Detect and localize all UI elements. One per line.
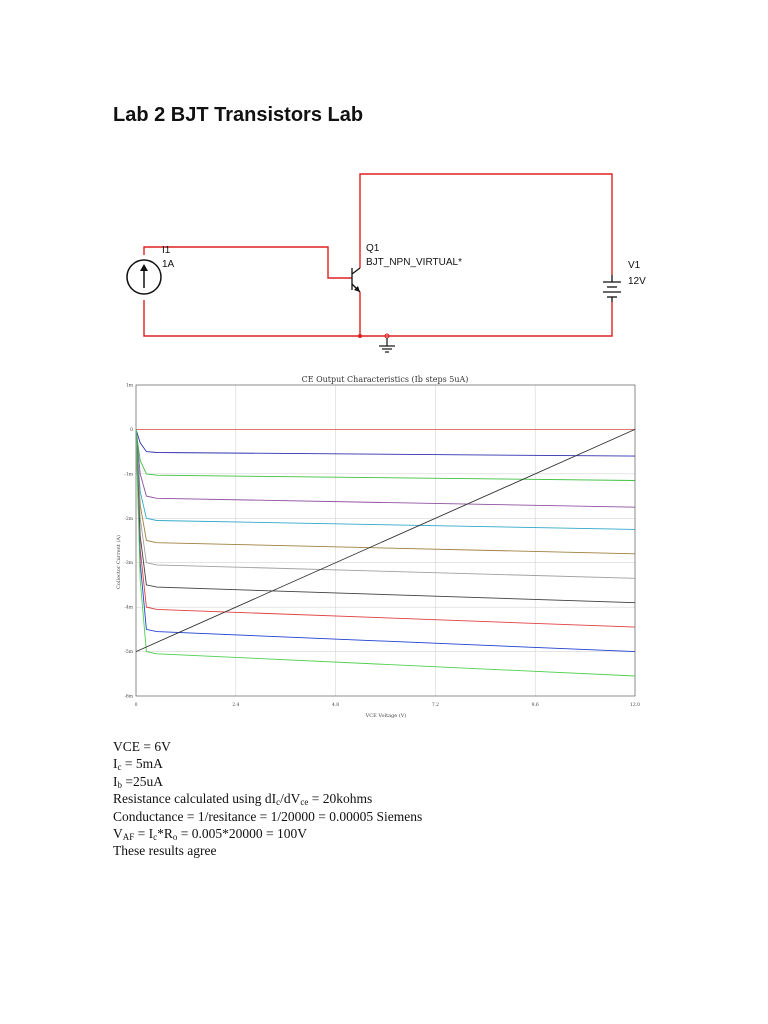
- y-tick-label: -3m: [124, 561, 133, 567]
- battery-value: 12V: [628, 276, 646, 287]
- y-tick-label: -4m: [124, 605, 133, 611]
- battery-ref: V1: [628, 260, 641, 271]
- transistor-ref: Q1: [366, 243, 380, 254]
- ground-icon: [379, 338, 395, 352]
- resistance-line: Resistance calculated using $dI_c/dV_{ce}$ = 20kohms: [113, 791, 373, 808]
- x-tick-label: 0: [134, 703, 138, 708]
- ic-line: $I_c = 5mA$: [113, 756, 163, 773]
- circuit-wires: [144, 174, 612, 336]
- x-axis-label: VCE Voltage (V): [365, 713, 407, 719]
- vce-line: VCE = 6V: [113, 739, 171, 754]
- conductance-line: Conductance = 1/resitance = 1/20000 = 0.00005 Siemens: [113, 808, 423, 824]
- source-value: 1A: [162, 259, 175, 270]
- y-tick-label: 1m: [125, 383, 133, 389]
- x-tick-label: 12.0: [629, 703, 641, 708]
- page-title: Lab 2 BJT Transistors Lab: [113, 104, 364, 126]
- y-tick-label: -5m: [124, 650, 133, 656]
- battery-icon: [603, 275, 621, 302]
- ce-output-chart: [100, 370, 660, 728]
- current-source-icon: [127, 260, 161, 294]
- junction-dot: [358, 334, 362, 338]
- y-tick-label: 0: [130, 427, 133, 433]
- vaf-line: $V_{AF} = I_c*R_o = 0.005*20000 = 100V$: [113, 826, 307, 843]
- y-tick-label: -2m: [124, 516, 133, 522]
- npn-transistor-icon: [352, 268, 360, 292]
- ib-line: $I_b =25uA$: [113, 773, 163, 790]
- y-axis-label: Collector Current (A): [116, 535, 122, 589]
- y-tick-label: -6m: [124, 694, 133, 700]
- agree-line: These results agree: [113, 843, 217, 859]
- x-tick-label: 2.4: [232, 703, 240, 708]
- x-tick-label: 7.2: [431, 703, 439, 708]
- results-text: [113, 738, 422, 860]
- y-tick-label: -1m: [124, 472, 133, 478]
- transistor-model: BJT_NPN_VIRTUAL*: [366, 257, 462, 268]
- source-ref: I1: [162, 245, 171, 256]
- circuit-schematic: [0, 160, 768, 360]
- x-tick-label: 9.6: [531, 703, 539, 708]
- x-tick-label: 4.8: [332, 703, 340, 708]
- chart-title: CE Output Characteristics (Ib steps 5uA): [301, 375, 469, 384]
